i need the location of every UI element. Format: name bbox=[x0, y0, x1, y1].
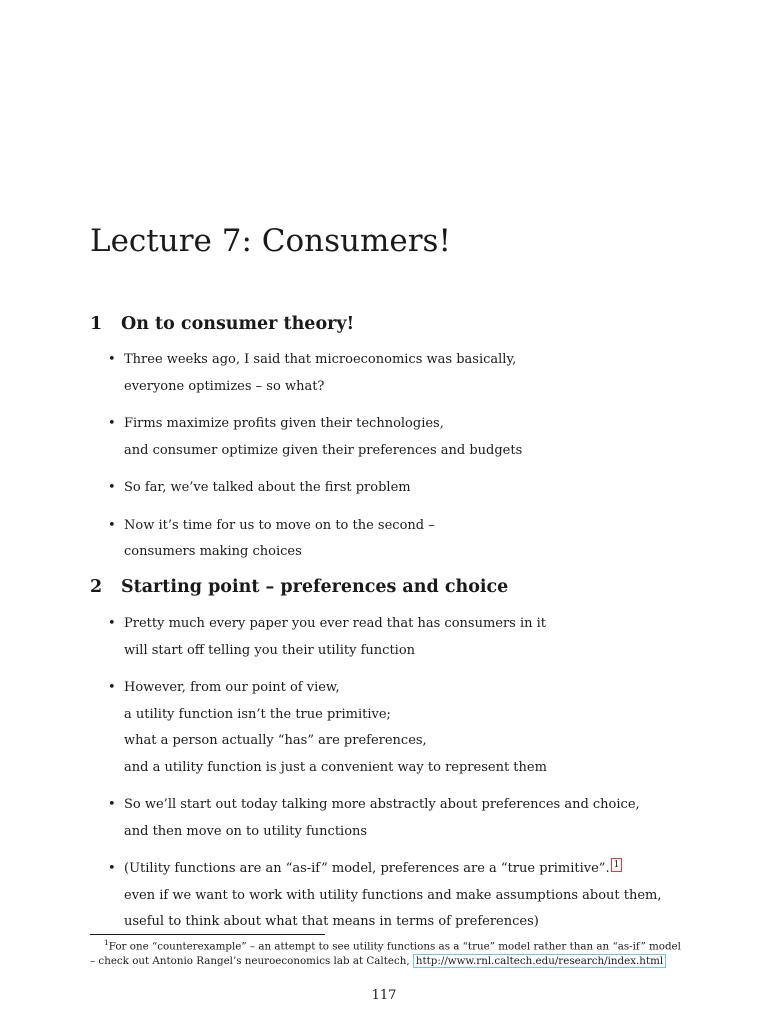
page-number: 117 bbox=[371, 988, 397, 1003]
list-item bbox=[108, 475, 728, 502]
page-title: Lecture 7: Consumers! bbox=[90, 223, 451, 259]
section-number: 2 bbox=[90, 577, 103, 597]
bullet-line: • Pretty much every paper you ever read that has consumers in it bbox=[124, 616, 547, 631]
bullet-line: • So far, we’ve talked about the first problem bbox=[124, 480, 411, 495]
bullet-line bbox=[124, 856, 728, 883]
list-item bbox=[108, 856, 728, 936]
footnote-line bbox=[90, 954, 690, 969]
section-heading-1 bbox=[90, 312, 354, 336]
bullet-line: and then move on to utility functions bbox=[124, 823, 368, 839]
bullet-line: what a person actually “has” are preferences, bbox=[124, 733, 427, 748]
bullet-line: consumers making choices bbox=[124, 544, 302, 559]
bullet-line: • Firms maximize profits given their technologies, bbox=[124, 416, 444, 431]
bullet-line: everyone optimizes – so what? bbox=[124, 378, 325, 394]
section-title: Starting point – preferences and choice bbox=[121, 577, 509, 597]
section-heading-2 bbox=[90, 575, 508, 599]
list-item bbox=[108, 611, 728, 664]
footnote-divider bbox=[90, 934, 325, 935]
footnote bbox=[90, 938, 690, 969]
section-number: 1 bbox=[90, 314, 103, 334]
bullet-line: • Now it’s time for us to move on to the second – bbox=[124, 517, 435, 533]
bullet-list-section-1 bbox=[108, 347, 728, 577]
bullet-line: will start off telling you their utility function bbox=[124, 642, 416, 658]
footnote-text: For one “counterexample” – an attempt to see utility functions as a “true” model rather than an “as-if” model bbox=[108, 940, 681, 953]
list-item bbox=[108, 513, 728, 566]
bullet-line: useful to think about what that means in terms of preferences) bbox=[124, 914, 539, 929]
list-item bbox=[108, 411, 728, 464]
footnote-text: – check out Antonio Rangel’s neuroeconomics lab at Caltech, bbox=[90, 955, 413, 968]
list-item bbox=[108, 675, 728, 781]
bullet-line: • So we’ll start out today talking more abstractly about preferences and choice, bbox=[124, 797, 640, 812]
footnote-line bbox=[90, 938, 690, 954]
footnote-mark: 1 bbox=[104, 938, 109, 947]
bullet-line: and a utility function is just a convenient way to represent them bbox=[124, 759, 547, 775]
section-title: On to consumer theory! bbox=[121, 314, 355, 334]
bullet-text: (Utility functions are an “as-if” model, preferences are a “true primitive”. bbox=[124, 861, 610, 876]
bullet-line: • Three weeks ago, I said that microeconomics was basically, bbox=[124, 352, 517, 367]
bullet-line: and consumer optimize given their preferences and budgets bbox=[124, 442, 523, 458]
bullet-line: • However, from our point of view, bbox=[124, 680, 340, 695]
list-item bbox=[108, 347, 728, 400]
bullet-line: even if we want to work with utility functions and make assumptions about them, bbox=[124, 887, 662, 903]
list-item bbox=[108, 792, 728, 845]
bullet-line: a utility function isn’t the true primitive; bbox=[124, 706, 391, 722]
footnote-url-link[interactable]: http://www.rnl.caltech.edu/research/index.html bbox=[413, 954, 666, 968]
bullet-list-section-2 bbox=[108, 611, 728, 947]
footnote-link[interactable]: 1 bbox=[611, 858, 623, 872]
